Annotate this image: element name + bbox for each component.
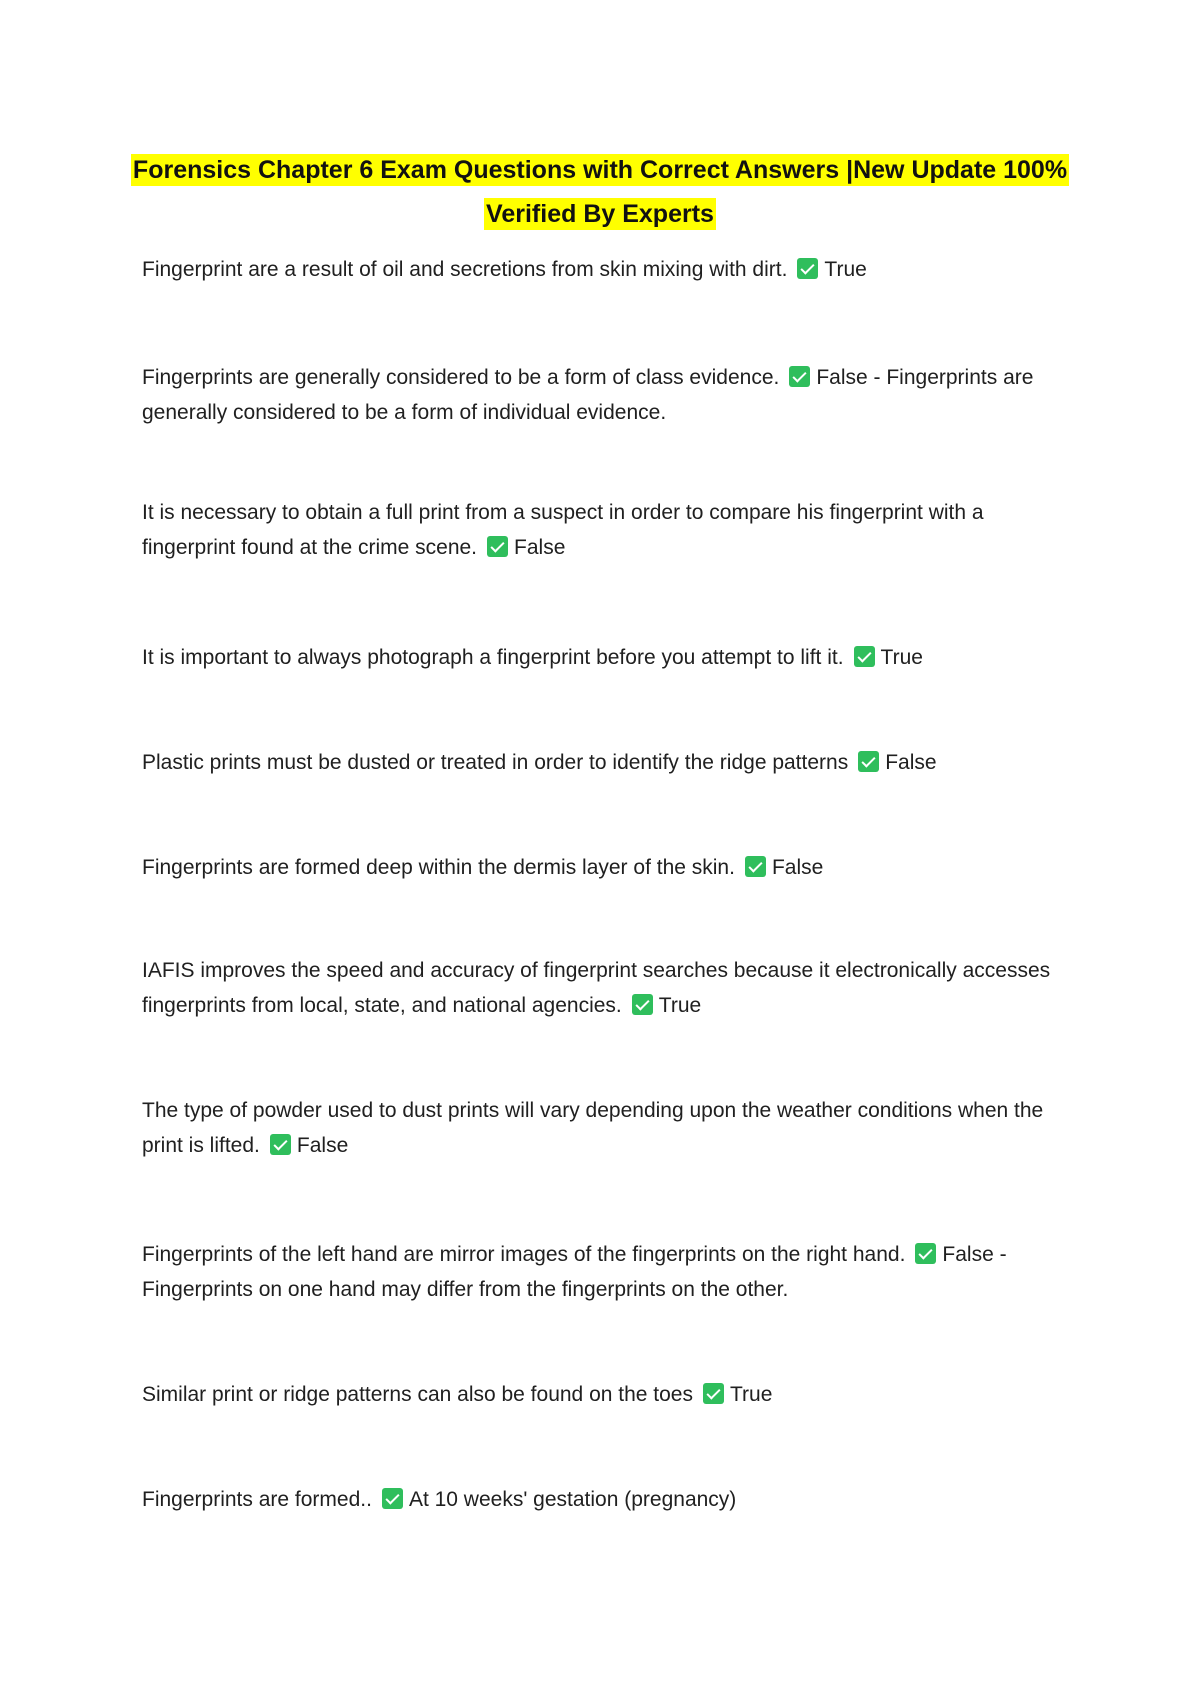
qa-item <box>142 495 1072 565</box>
question-text: Fingerprints are formed deep within the dermis layer of the skin. <box>142 856 735 879</box>
qa-item <box>142 1377 1072 1412</box>
question-text: Plastic prints must be dusted or treated in order to identify the ridge patterns <box>142 751 849 774</box>
qa-item <box>142 850 1072 885</box>
answer-text: False - Fingerprints are generally considered to be a form of individual evidence. <box>142 366 1034 424</box>
answer-text: True <box>658 994 702 1017</box>
check-icon <box>632 994 653 1015</box>
document-title <box>100 150 1100 238</box>
answer-text: False <box>296 1134 349 1157</box>
title-line-2: Verified By Experts <box>486 200 714 228</box>
question-text: The type of powder used to dust prints will vary depending upon the weather conditions when the print is lifted. <box>142 1099 1044 1157</box>
answer-text: False <box>771 856 824 879</box>
check-icon <box>854 646 875 667</box>
check-icon <box>745 856 766 877</box>
check-icon <box>382 1488 403 1509</box>
check-icon <box>858 751 879 772</box>
answer-text: True <box>729 1383 773 1406</box>
answer-text: False <box>514 536 566 559</box>
qa-item <box>142 953 1072 1023</box>
check-icon <box>703 1383 724 1404</box>
answer-text: At 10 weeks' gestation (pregnancy) <box>408 1488 737 1511</box>
check-icon <box>270 1134 291 1155</box>
question-text: IAFIS improves the speed and accuracy of fingerprint searches because it electronically accesses fingerprints from local, state, and national agencies. <box>142 959 1051 1017</box>
qa-item <box>142 252 1072 287</box>
answer-text: False <box>885 751 937 774</box>
qa-item <box>142 745 1072 780</box>
question-text: Similar print or ridge patterns can also be found on the toes <box>142 1383 693 1406</box>
question-text: Fingerprints are formed.. <box>142 1488 372 1511</box>
check-icon <box>915 1243 936 1264</box>
answer-text: False - Fingerprints on one hand may differ from the fingerprints on the other. <box>142 1243 1007 1301</box>
check-icon <box>797 258 818 279</box>
answer-text: True <box>824 258 867 281</box>
check-icon <box>789 366 810 387</box>
question-text: It is important to always photograph a fingerprint before you attempt to lift it. <box>142 646 844 669</box>
qa-item <box>142 1237 1072 1307</box>
qa-item <box>142 640 1072 675</box>
title-line-1: Forensics Chapter 6 Exam Questions with Correct Answers |New Update 100% <box>132 156 1068 184</box>
check-icon <box>487 536 508 557</box>
qa-item <box>142 360 1072 430</box>
question-text: It is necessary to obtain a full print from a suspect in order to compare his fingerprint with a fingerprint found at the crime scene. <box>142 501 984 559</box>
answer-text: True <box>880 646 923 669</box>
question-text: Fingerprints are generally considered to be a form of class evidence. <box>142 366 780 389</box>
qa-item <box>142 1093 1072 1163</box>
question-text: Fingerprints of the left hand are mirror images of the fingerprints on the right hand. <box>142 1243 906 1266</box>
qa-item <box>142 1482 1072 1517</box>
question-text: Fingerprint are a result of oil and secretions from skin mixing with dirt. <box>142 258 788 281</box>
